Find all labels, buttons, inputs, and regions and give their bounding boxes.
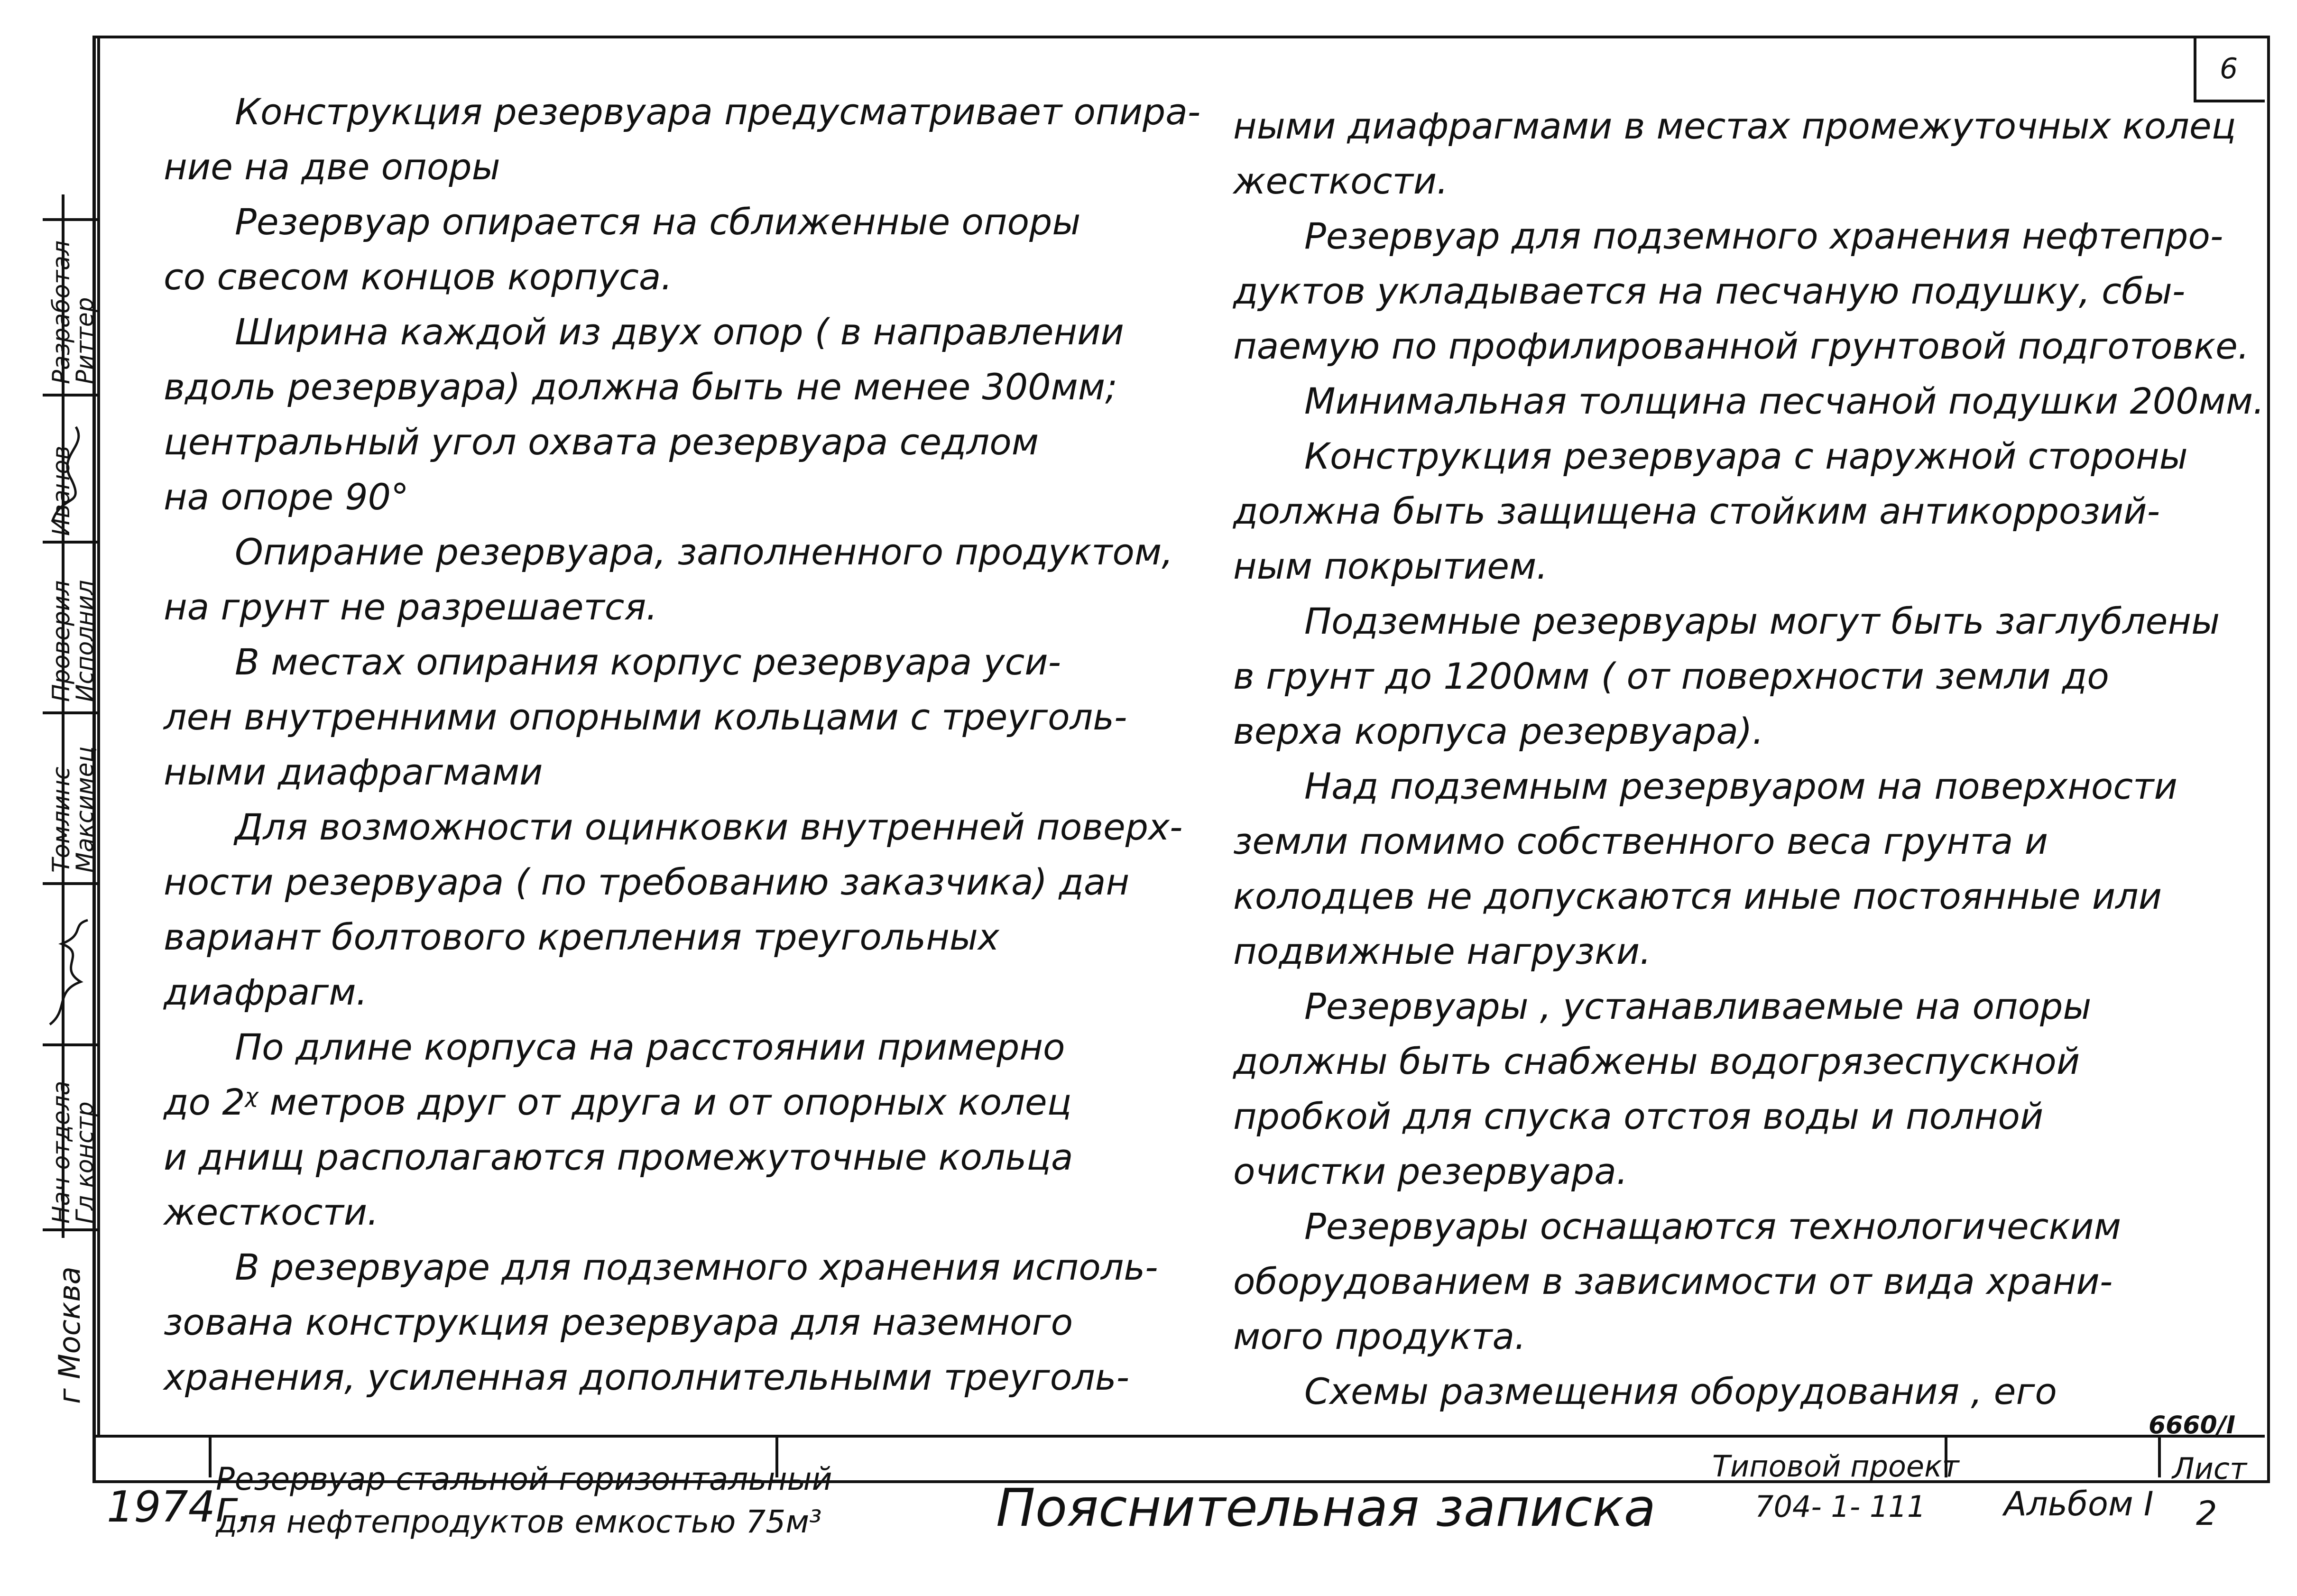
text-line: Минимальная толщина песчаной подушки 200мм.	[1304, 380, 2265, 422]
text-line: оборудованием в зависимости от вида храни-	[1233, 1260, 2113, 1302]
text-line: жесткости.	[164, 1191, 379, 1233]
stamp-name-text: Томлинс	[47, 766, 75, 873]
text-line: лен внутренними опорными кольцами с треуголь-	[164, 696, 1127, 738]
description-line-1: Резервуар стальной горизонтальный	[216, 1461, 832, 1497]
stamp-name-text: Иванов	[47, 445, 75, 536]
year-text: 1974г.	[107, 1482, 251, 1532]
corner-box-left	[2194, 36, 2196, 102]
text-line: Над подземным резервуаром на поверхности	[1304, 765, 2177, 807]
stamp-role-text: Исполнил	[71, 580, 99, 702]
text-line: должна быть защищена стойким антикоррозий-	[1233, 490, 2160, 532]
text-line: ние на две опоры	[164, 146, 500, 188]
stamp-divider	[43, 218, 97, 221]
stamp-divider	[43, 882, 97, 885]
text-line: ности резервуара ( по требованию заказчика) дан	[164, 861, 1130, 903]
description-line-2: для нефтепродуктов емкостью 75м³	[216, 1504, 822, 1540]
text-line: Подземные резервуары могут быть заглублены	[1304, 600, 2220, 642]
corner-sheet-number: 6	[2220, 52, 2238, 85]
text-line: В местах опирания корпус резервуара уси-	[235, 641, 1061, 683]
signature-image	[43, 915, 97, 1034]
text-line: Конструкция резервуара с наружной стороны	[1304, 435, 2188, 477]
text-line: на грунт не разрешается.	[164, 586, 658, 628]
stamp-role-text: Проверил	[47, 580, 75, 702]
text-line: до 2ᵡ метров друг от друга и от опорных колец	[164, 1081, 1072, 1123]
stamp-band-right-border	[97, 36, 100, 1435]
stamp-role-text: Гл констр	[71, 1101, 99, 1224]
stamp-name-text: Максимец	[71, 746, 99, 873]
text-line: диафрагм.	[164, 971, 368, 1013]
title-block-divider	[209, 1435, 212, 1477]
text-line: В резервуаре для подземного хранения исполь-	[235, 1246, 1158, 1288]
text-line: паемую по профилированной грунтовой подготовке.	[1233, 325, 2250, 367]
text-line: ным покрытием.	[1233, 545, 1548, 587]
text-line: Резервуары , устанавливаемые на опоры	[1304, 985, 2092, 1027]
project-label: Типовой проект	[1712, 1449, 1959, 1484]
stamp-divider	[43, 1228, 97, 1231]
stamp-role-text: Нач отдела	[47, 1080, 75, 1224]
text-line: очистки резервуара.	[1233, 1150, 1628, 1192]
text-line: Для возможности оцинковки внутренней поверх-	[235, 806, 1183, 848]
text-line: ными диафрагмами	[164, 751, 543, 793]
stamp-name-text: Риттер	[71, 297, 99, 384]
text-line: мого продукта.	[1233, 1315, 1526, 1357]
signature-image	[43, 417, 97, 531]
stamp-divider	[43, 394, 97, 397]
sheet-number: 2	[2196, 1494, 2217, 1533]
text-line: центральный угол охвата резервуара седлом	[164, 421, 1039, 463]
document-title: Пояснительная записка	[996, 1477, 1656, 1538]
text-line: Резервуар опирается на сближенные опоры	[235, 201, 1081, 243]
document-code: 6660/I	[2149, 1411, 2236, 1439]
album-label: Альбом I	[2004, 1485, 2154, 1523]
text-line: Резервуар для подземного хранения нефтепро-	[1304, 215, 2223, 257]
text-line: на опоре 90°	[164, 476, 409, 518]
stamp-divider	[43, 1043, 97, 1046]
text-line: зована конструкция резервуара для наземного	[164, 1301, 1073, 1343]
text-line: По длине корпуса на расстоянии примерно	[235, 1026, 1065, 1068]
text-line: вариант болтового крепления треугольных	[164, 916, 999, 958]
right-text-column	[1233, 99, 2264, 1419]
text-line: подвижные нагрузки.	[1233, 930, 1651, 972]
text-line: пробкой для спуска отстоя воды и полной	[1233, 1095, 2044, 1137]
text-line: вдоль резервуара) должна быть не менее 300мм;	[164, 366, 1117, 408]
text-line: со свесом концов корпуса.	[164, 256, 673, 298]
text-line: дуктов укладывается на песчаную подушку, сбы-	[1233, 270, 2186, 312]
stamp-city-text: г Москва	[52, 1266, 87, 1404]
text-line: Резервуары оснащаются технологическим	[1304, 1205, 2122, 1247]
project-number: 704- 1- 111	[1755, 1489, 1926, 1524]
text-line: Конструкция резервуара предусматривает опира-	[235, 91, 1201, 133]
text-line: ными диафрагмами в местах промежуточных колец	[1233, 105, 2236, 147]
text-line: колодцев не допускаются иные постоянные или	[1233, 875, 2162, 917]
text-line: земли помимо собственного веса грунта и	[1233, 820, 2048, 862]
title-block-top-line	[92, 1435, 2265, 1438]
left-text-column	[164, 84, 1200, 1405]
text-line: жесткости.	[1233, 160, 1448, 202]
text-line: Ширина каждой из двух опор ( в направлении	[235, 311, 1124, 353]
stamp-divider	[43, 541, 97, 544]
stamp-divider	[43, 711, 97, 714]
text-line: и днищ располагаются промежуточные кольца	[164, 1136, 1073, 1178]
text-line: должны быть снабжены водогрязеспускной	[1233, 1040, 2080, 1082]
text-line: Схемы размещения оборудования , его	[1304, 1370, 2057, 1412]
text-line: хранения, усиленная дополнительными треуголь-	[164, 1356, 1130, 1398]
text-line: Опирание резервуара, заполненного продуктом,	[235, 531, 1173, 573]
sheet-label: Лист	[2172, 1451, 2247, 1486]
stamp-role-text: Разработал	[47, 240, 75, 384]
title-block-divider	[2158, 1435, 2161, 1477]
text-line: верха корпуса резервуара).	[1233, 710, 1764, 752]
text-line: в грунт до 1200мм ( от поверхности земли до	[1233, 655, 2109, 697]
